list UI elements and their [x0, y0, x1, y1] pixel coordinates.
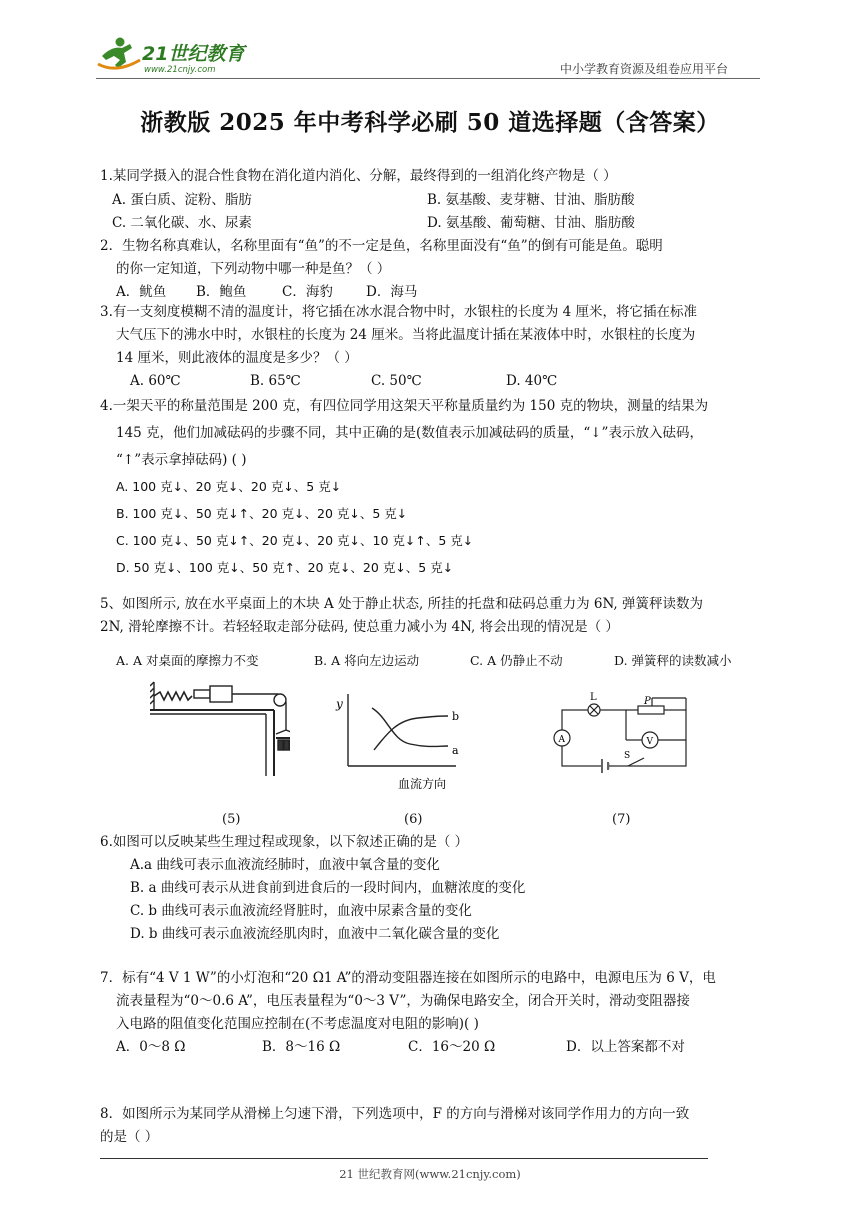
q6-option-c: C. b 曲线可表示血液流经肾脏时，血液中尿素含量的变化	[130, 903, 472, 919]
site-logo	[96, 34, 266, 78]
q6-option-a: A.a 曲线可表示血液流经肺时，血液中氧含量的变化	[130, 857, 440, 873]
figure-6-curves	[332, 688, 472, 798]
q4-stem-line2: 145 克，他们加减砝码的步骤不同，其中正确的是(数值表示加减砝码的质量，“↓”表示放入砝码，	[116, 425, 703, 441]
q2-stem-line2: 的你一定知道，下列动物中哪一种是鱼？（ ）	[116, 261, 391, 277]
q1-stem: 1.某同学摄入的混合性食物在消化道内消化、分解，最终得到的一组消化终产物是（ ）	[100, 168, 617, 184]
q5-stem-line2: 2N, 滑轮摩擦不计。若轻轻取走部分砝码, 使总重力减小为 4N, 将会出现的情况是（ ）	[100, 619, 619, 635]
q2-stem-line1: 2．生物名称真难认，名称里面有“鱼”的不一定是鱼，名称里面没有“鱼”的倒有可能是鱼。聪明	[100, 238, 663, 254]
q7-stem-line3: 入电路的阻值变化范围应控制在(不考虑温度对电阻的影响)( )	[116, 1016, 479, 1032]
q6-option-b: B. a 曲线可表示从进食前到进食后的一段时间内，血糖浓度的变化	[130, 880, 526, 896]
svg-text:V: V	[646, 737, 653, 747]
q7-option-b: B．8～16 Ω	[262, 1039, 341, 1055]
q5-option-b: B. A 将向左边运动	[314, 653, 420, 668]
svg-text:L: L	[590, 692, 597, 703]
q6-stem: 6.如图可以反映某些生理过程或现象，以下叙述正确的是（ ）	[100, 834, 469, 850]
q4-option-a: A. 100 克↓、20 克↓、20 克↓、5 克↓	[116, 479, 342, 494]
q3-stem-line2: 大气压下的沸水中时，水银柱的长度为 24 厘米。当将此温度计插在某液体中时，水银柱的长度为	[116, 327, 696, 343]
q8-stem-line1: 8．如图所示为某同学从滑梯上匀速下滑，下列选项中，F 的方向与滑梯对该同学作用力的方向一致	[100, 1106, 690, 1122]
q3-stem-line3: 14 厘米，则此液体的温度是多少？（ ）	[116, 350, 358, 366]
q1-option-b: B. 氨基酸、麦芽糖、甘油、脂肪酸	[427, 192, 635, 208]
q4-option-d: D. 50 克↓、100 克↓、50 克↑、20 克↓、20 克↓、5 克↓	[116, 560, 454, 575]
q3-option-a: A. 60℃	[130, 373, 181, 389]
q3-option-b: B. 65℃	[250, 373, 301, 389]
footer-divider	[100, 1158, 708, 1159]
q5-option-a: A. A 对桌面的摩擦力不变	[116, 653, 259, 668]
figure-7-caption: (7)	[612, 812, 631, 827]
q7-option-a: A．0～8 Ω	[116, 1039, 186, 1055]
q7-stem-line1: 7．标有“4 V 1 W”的小灯泡和“20 Ω1 A”的滑动变阻器连接在如图所示的电路中，电源电压为 6 V，电	[100, 970, 716, 986]
svg-text:A: A	[558, 735, 565, 745]
q3-option-d: D. 40℃	[506, 373, 558, 389]
q2-option-b: B．鲍鱼	[196, 284, 247, 300]
q4-stem-line1: 4.一架天平的称量范围是 200 克，有四位同学用这架天平称量质量约为 150 克的物块，测量的结果为	[100, 398, 709, 414]
q8-stem-line2: 的是（ ）	[100, 1129, 159, 1145]
svg-text:P: P	[644, 696, 651, 707]
svg-text:b: b	[452, 710, 460, 723]
q5-stem-line1: 5、如图所示, 放在水平桌面上的木块 A 处于静止状态, 所挂的托盘和砝码总重力为 6N, 弹簧秤读数为	[100, 596, 703, 612]
q7-stem-line2: 流表量程为“0～0.6 A”，电压表量程为“0～3 V”，为确保电路安全，闭合开关时，滑动变阻器接	[116, 993, 690, 1009]
q4-option-b: B. 100 克↓、50 克↓↑、20 克↓、20 克↓、5 克↓	[116, 506, 408, 521]
q2-option-a: A．鱿鱼	[116, 284, 167, 300]
curve-a	[372, 708, 448, 747]
svg-text:a: a	[452, 744, 459, 757]
figure-5-caption: (5)	[222, 812, 241, 827]
page-title: 浙教版 2025 年中考科学必刷 50 道选择题（含答案）	[140, 109, 720, 136]
svg-text:y: y	[336, 697, 343, 711]
platform-name: 中小学教育资源及组卷应用平台	[560, 62, 729, 76]
q7-option-d: D．以上答案都不对	[566, 1039, 685, 1055]
q4-stem-line3: “↑”表示拿掉砝码) ( )	[116, 452, 247, 468]
q1-option-c: C. 二氧化碳、水、尿素	[112, 215, 252, 231]
q3-option-c: C. 50℃	[371, 373, 422, 389]
svg-text:血流方向: 血流方向	[398, 777, 447, 791]
q2-option-c: C．海豹	[282, 284, 333, 300]
q2-option-d: D．海马	[366, 284, 418, 300]
figure-7-circuit	[542, 688, 702, 778]
q4-option-c: C. 100 克↓、50 克↓↑、20 克↓、20 克↓、10 克↓↑、5 克↓	[116, 533, 474, 548]
q3-stem-line1: 3.有一支刻度模糊不清的温度计，将它插在冰水混合物中时，水银柱的长度为 4 厘米，将它插在标准	[100, 304, 698, 320]
q5-option-d: D. 弹簧秤的读数减小	[614, 653, 732, 668]
q5-option-c: C. A 仍静止不动	[470, 653, 563, 668]
q7-option-c: C．16～20 Ω	[408, 1039, 496, 1055]
figure-5-pulley-setup	[150, 680, 290, 780]
svg-text:www.21cnjy.com: www.21cnjy.com	[144, 65, 216, 75]
q6-option-d: D. b 曲线可表示血液流经肌肉时，血液中二氧化碳含量的变化	[130, 926, 500, 942]
svg-text:21世纪教育: 21世纪教育	[142, 43, 245, 65]
runner-icon	[98, 38, 140, 69]
q1-option-a: A. 蛋白质、淀粉、脂肪	[112, 192, 252, 208]
svg-text:S: S	[624, 751, 631, 761]
footer-text: 21 世纪教育网(www.21cnjy.com)	[339, 1167, 521, 1181]
figure-6-caption: (6)	[404, 812, 423, 827]
header-divider	[96, 78, 760, 79]
q1-option-d: D. 氨基酸、葡萄糖、甘油、脂肪酸	[427, 215, 635, 231]
